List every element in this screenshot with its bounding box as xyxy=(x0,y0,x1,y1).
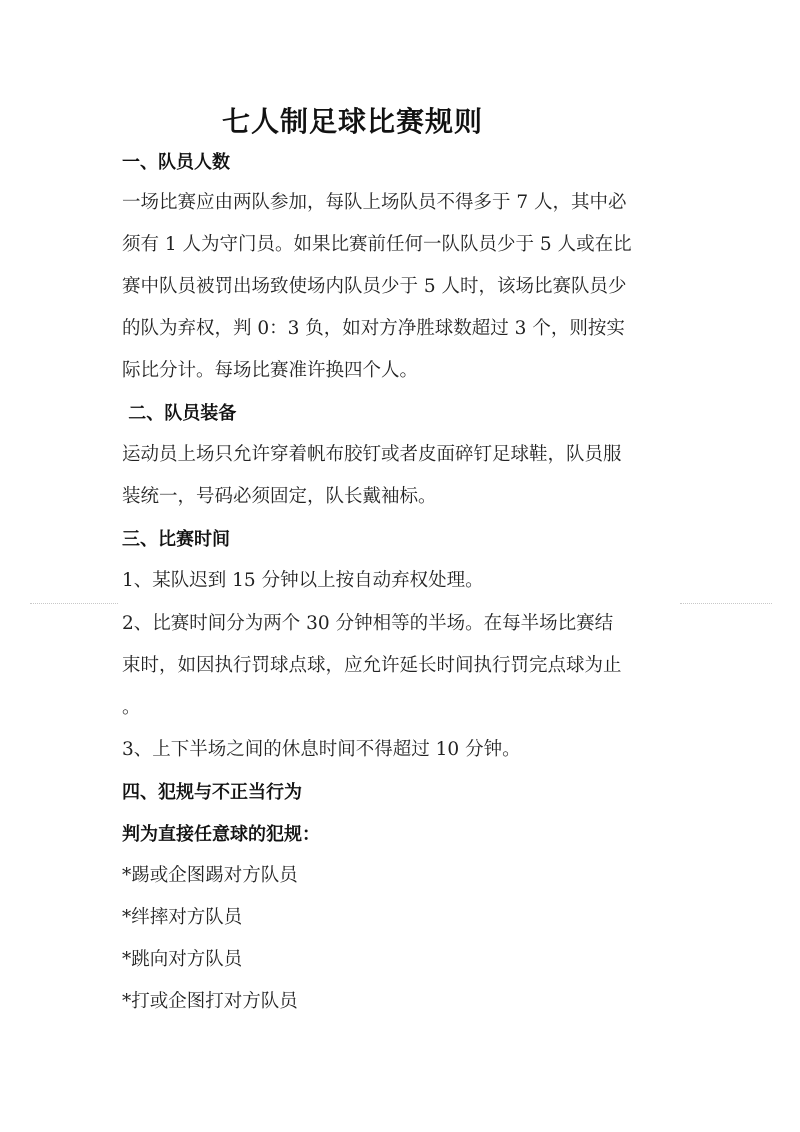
paragraph-line: 须有 1 人为守门员。如果比赛前任何一队队员少于 5 人或在比 xyxy=(122,234,632,255)
section-heading-match-time: 三、比赛时间 xyxy=(122,529,230,550)
list-item: 1、某队迟到 15 分钟以上按自动弃权处理。 xyxy=(122,570,484,591)
section-heading-equipment: 二、队员装备 xyxy=(122,403,237,424)
list-item: *踢或企图踢对方队员 xyxy=(122,865,298,886)
paragraph-line: 运动员上场只允许穿着帆布胶钉或者皮面碎钉足球鞋，队员服 xyxy=(122,444,622,465)
list-item: *打或企图打对方队员 xyxy=(122,991,298,1012)
paragraph-line: 际比分计。每场比赛准许换四个人。 xyxy=(122,360,419,381)
document-title: 七人制足球比赛规则 xyxy=(222,105,484,138)
paragraph-line: 。 xyxy=(122,697,141,718)
list-item: *跳向对方队员 xyxy=(122,949,243,970)
section-heading-fouls: 四、犯规与不正当行为 xyxy=(122,782,302,803)
section-heading-players-count: 一、队员人数 xyxy=(122,152,230,173)
paragraph-line: 的队为弃权，判 0：3 负，如对方净胜球数超过 3 个，则按实 xyxy=(122,318,625,339)
subheading-direct-free-kick: 判为直接任意球的犯规： xyxy=(122,824,320,845)
paragraph-line: 赛中队员被罚出场致使场内队员少于 5 人时，该场比赛队员少 xyxy=(122,276,627,297)
paragraph-line: 束时，如因执行罚球点球，应允许延长时间执行罚完点球为止 xyxy=(122,655,622,676)
paragraph-line: 一场比赛应由两队参加，每队上场队员不得多于 7 人，其中必 xyxy=(122,192,627,213)
page-break-marker-left xyxy=(30,603,118,604)
list-item: 2、比赛时间分为两个 30 分钟相等的半场。在每半场比赛结 xyxy=(122,613,614,634)
list-item: *绊摔对方队员 xyxy=(122,907,243,928)
page-break-marker-right xyxy=(680,603,772,604)
list-item: 3、上下半场之间的休息时间不得超过 10 分钟。 xyxy=(122,739,521,760)
paragraph-line: 装统一，号码必须固定，队长戴袖标。 xyxy=(122,486,437,507)
